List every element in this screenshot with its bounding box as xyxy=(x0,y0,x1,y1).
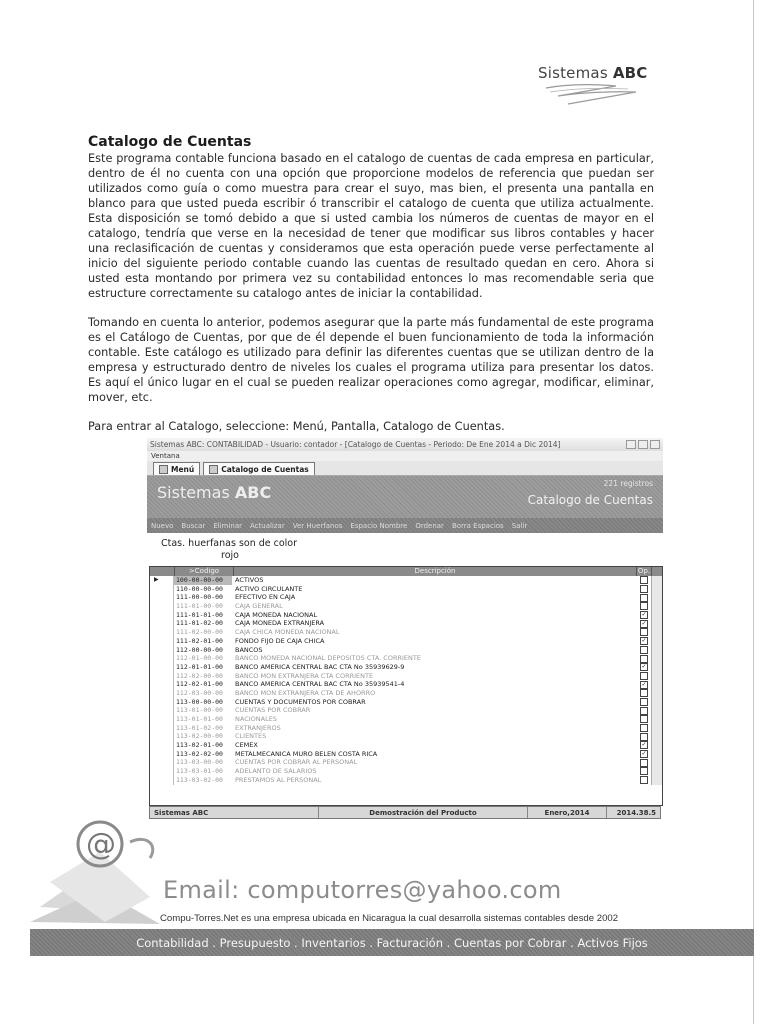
paragraph-1: Este programa contable funciona basado en el catalogo de cuentas de cada empresa en particular, dentro de él no cuenta con una opción que proporcione modelos de referencia que puedan ser utilizados como guía o como muestra para crear el suyo, mas bien, el presenta una pantalla en blanco para que usted pueda escribir ó transcribir el catalogo de cuenta que utiliza actualmente. Esta disposición se tomó debido a que si usted cambia los números de cuentas de mayor en el catalogo, tendría que verse en la necesidad de tener que modificar sus libros contables y hacer una reclasificación de cuentas y consideramos que esta operación puede verse perfectamente al inicio del siguiente periodo contable cuando las cuentas de resultado quedan en cero. Ahora si usted esta montando por primera vez su contabilidad entonces lo mas recomendable seria que estructure correctamente su catalogo antes de iniciar la contabilidad. xyxy=(88,152,654,300)
account-code: 113-02-00-00 xyxy=(176,732,223,741)
column-op[interactable]: Op. xyxy=(637,567,651,575)
checkbox[interactable] xyxy=(640,724,648,732)
op-cell xyxy=(637,628,651,637)
table-row[interactable] xyxy=(150,628,662,637)
scrollbar-track[interactable] xyxy=(651,602,662,611)
scrollbar-track[interactable] xyxy=(651,750,662,759)
checkbox[interactable] xyxy=(640,646,648,654)
row-selector[interactable] xyxy=(150,680,174,689)
account-code: 111-02-01-00 xyxy=(176,636,223,645)
table-row[interactable] xyxy=(150,706,662,715)
row-selector[interactable] xyxy=(150,732,174,741)
record-count: 221 registros xyxy=(603,479,653,488)
close-icon[interactable] xyxy=(650,440,660,449)
menu-bar xyxy=(147,451,663,461)
section-title: Catalogo de Cuentas xyxy=(88,134,252,150)
account-description: METALMECANICA MURO BELEN COSTA RICA xyxy=(235,749,378,758)
account-description: FONDO FIJO DE CAJA CHICA xyxy=(235,636,325,645)
account-code: 111-02-00-00 xyxy=(176,628,223,637)
ordenar-button[interactable]: Ordenar xyxy=(415,521,444,530)
op-cell xyxy=(637,758,651,767)
table-row[interactable] xyxy=(150,654,662,663)
row-selector[interactable] xyxy=(150,741,174,750)
account-description: CUENTAS Y DOCUMENTOS POR COBRAR xyxy=(235,697,366,706)
table-row[interactable] xyxy=(150,619,662,628)
action-toolbar xyxy=(147,518,663,533)
checkbox[interactable] xyxy=(640,602,648,610)
op-cell xyxy=(637,576,651,585)
row-selector[interactable] xyxy=(150,672,174,681)
account-code: 111-01-00-00 xyxy=(176,602,223,611)
paragraph-3: Para entrar al Catalogo, seleccione: Menú, Pantalla, Catalogo de Cuentas. xyxy=(88,420,505,433)
buscar-button[interactable]: Buscar xyxy=(181,521,206,530)
account-description: ACTIVO CIRCULANTE xyxy=(235,584,303,593)
accounts-grid xyxy=(149,566,663,806)
row-selector[interactable] xyxy=(150,611,174,620)
tab-bar xyxy=(147,461,663,476)
scrollbar-track[interactable] xyxy=(651,646,662,655)
checked-checkbox[interactable]: ✓ xyxy=(641,637,647,645)
table-row[interactable] xyxy=(150,776,662,785)
account-description: CAJA MONEDA EXTRANJERA xyxy=(235,619,325,628)
account-code: 113-01-01-00 xyxy=(176,715,223,723)
orphan-note: Ctas. huerfanas son de color rojo xyxy=(161,538,298,561)
account-code: 111-01-01-00 xyxy=(176,610,223,619)
row-selector[interactable] xyxy=(150,750,174,759)
op-cell xyxy=(637,706,651,715)
row-selector[interactable] xyxy=(150,689,174,698)
checked-checkbox[interactable]: ✓ xyxy=(641,619,647,627)
table-row[interactable] xyxy=(150,732,662,741)
account-code: 113-00-00-00 xyxy=(176,697,223,706)
account-code: 113-03-00-00 xyxy=(176,758,223,767)
table-row[interactable] xyxy=(150,637,662,646)
account-description: BANCO MON EXTRANJERA CTA CORRIENTE xyxy=(235,671,374,680)
table-row[interactable] xyxy=(150,576,662,585)
account-description: CUENTAS POR COBRAR AL PERSONAL xyxy=(235,758,358,767)
ver-huerfanos-button[interactable]: Ver Huerfanos xyxy=(292,521,343,530)
op-cell xyxy=(637,680,651,689)
grid-icon xyxy=(209,465,218,474)
row-selector[interactable] xyxy=(150,715,174,724)
op-cell xyxy=(637,663,651,672)
tab-menu[interactable]: Menú xyxy=(153,462,200,475)
account-code: 113-01-00-00 xyxy=(176,706,223,715)
row-selector[interactable] xyxy=(150,619,174,628)
window-titlebar xyxy=(147,438,663,451)
banner-logo: Sistemas ABC xyxy=(157,483,272,502)
checked-checkbox[interactable]: ✓ xyxy=(641,750,647,758)
op-cell xyxy=(637,585,651,594)
table-row[interactable] xyxy=(150,585,662,594)
row-selector[interactable] xyxy=(150,663,174,672)
account-description: ADELANTO DE SALARIOS xyxy=(235,767,317,776)
brand-logo xyxy=(538,64,658,114)
company-tagline: Compu-Torres.Net es una empresa ubicada en Nicaragua la cual desarrolla sistemas contables desde 2002 xyxy=(160,913,619,924)
op-cell xyxy=(637,611,651,620)
op-cell xyxy=(637,689,651,698)
table-row[interactable] xyxy=(150,663,662,672)
account-description: PRESTAMOS AL PERSONAL xyxy=(235,775,322,784)
account-code: 113-02-02-00 xyxy=(176,749,223,758)
product-list: Contabilidad . Presupuesto . Inventarios . Facturación . Cuentas por Cobrar . Activos Fijos xyxy=(136,935,648,950)
op-cell xyxy=(637,767,651,776)
scroll-up-icon[interactable] xyxy=(652,567,662,576)
op-cell xyxy=(637,698,651,707)
tab-catalogo[interactable]: Catalogo de Cuentas xyxy=(203,462,315,475)
grid-header xyxy=(150,567,662,576)
checkbox[interactable] xyxy=(640,585,648,593)
table-row[interactable] xyxy=(150,750,662,759)
row-selector[interactable] xyxy=(150,776,174,785)
maximize-icon[interactable] xyxy=(638,440,648,449)
account-description: ACTIVOS xyxy=(235,576,264,584)
op-cell xyxy=(637,602,651,611)
account-code: 113-03-01-00 xyxy=(176,767,223,776)
op-cell xyxy=(637,593,651,602)
grid-header-selector xyxy=(150,567,175,576)
checked-checkbox[interactable]: ✓ xyxy=(641,680,647,688)
account-description: NACIONALES xyxy=(235,715,277,723)
scrollbar-track[interactable] xyxy=(651,593,662,602)
table-row[interactable] xyxy=(150,758,662,767)
checkbox[interactable] xyxy=(640,715,648,723)
account-code: 110-00-00-00 xyxy=(176,584,223,593)
account-code: 112-00-00-00 xyxy=(176,645,223,654)
scrollbar-track[interactable] xyxy=(651,628,662,637)
row-selector[interactable] xyxy=(150,724,174,733)
paragraph-2: Tomando en cuenta lo anterior, podemos asegurar que la parte más fundamental de este programa es el Catálogo de Cuentas, por que de él depende el buen funcionamiento de toda la información contable. Este catálogo es utilizado para definir las diferentes cuentas que se utilizan dentro de la empresa y estructurado dentro de niveles los cuales el programa utiliza para presentar los datos. Es aquí el único lugar en el cual se pueden realizar operaciones como agregar, modificar, eliminar, mover, etc. xyxy=(88,316,654,404)
scrollbar-track[interactable] xyxy=(651,654,662,663)
scrollbar-track[interactable] xyxy=(651,576,662,585)
scrollbar-track[interactable] xyxy=(651,758,662,767)
account-code: 112-02-00-00 xyxy=(176,671,223,680)
nuevo-button[interactable]: Nuevo xyxy=(151,521,174,530)
account-code: 113-02-01-00 xyxy=(176,741,223,750)
column-descripcion[interactable]: Descripción xyxy=(234,567,637,576)
account-description: BANCO MONEDA NACIONAL DEPOSITOS CTA. CORRIENTE xyxy=(235,654,421,663)
table-row[interactable] xyxy=(150,698,662,707)
scrollbar-track[interactable] xyxy=(651,672,662,681)
checkbox[interactable] xyxy=(640,594,648,602)
window-controls xyxy=(626,440,660,449)
table-row[interactable] xyxy=(150,741,662,750)
window-title: Sistemas ABC: CONTABILIDAD - Usuario: contador - [Catalogo de Cuentas - Periodo: De Ene 2014 a Dic 2014] xyxy=(150,440,561,449)
scrollbar-track[interactable] xyxy=(651,585,662,594)
minimize-icon[interactable] xyxy=(626,440,636,449)
row-selector[interactable] xyxy=(150,602,174,611)
checkbox[interactable] xyxy=(640,576,648,584)
account-description: CEMEX xyxy=(235,741,258,750)
account-description: CAJA GENERAL xyxy=(235,602,283,611)
account-code: 112-01-01-00 xyxy=(176,662,223,671)
row-selector[interactable] xyxy=(150,698,174,707)
op-cell xyxy=(637,619,651,628)
column-codigo[interactable]: >Codigo xyxy=(175,567,234,576)
checkbox[interactable] xyxy=(640,733,648,741)
catalog-screenshot xyxy=(147,438,663,824)
account-code: 100-00-00-00 xyxy=(174,576,232,585)
scrollbar-track[interactable] xyxy=(651,724,662,733)
op-cell xyxy=(637,732,651,741)
op-cell xyxy=(637,654,651,663)
checkbox[interactable] xyxy=(640,655,648,663)
table-row[interactable] xyxy=(150,672,662,681)
scrollbar-track[interactable] xyxy=(651,637,662,646)
svg-text:@: @ xyxy=(86,827,116,862)
row-selector[interactable] xyxy=(150,628,174,637)
table-row[interactable] xyxy=(150,602,662,611)
account-code: 112-01-00-00 xyxy=(176,654,223,663)
checked-checkbox[interactable]: ✓ xyxy=(641,741,647,749)
row-pointer-icon[interactable]: ▶ xyxy=(150,576,174,585)
table-row[interactable] xyxy=(150,680,662,689)
banner-title: Catalogo de Cuentas xyxy=(527,493,653,507)
account-description: CLIENTES xyxy=(235,732,267,741)
status-version: 2014.38.5 xyxy=(616,809,656,817)
account-code: 112-03-00-00 xyxy=(176,688,223,697)
borra-espacios-button[interactable]: Borra Espacios xyxy=(451,521,504,530)
scrollbar-track[interactable] xyxy=(651,619,662,628)
scrollbar-track[interactable] xyxy=(651,611,662,620)
account-code: 111-01-02-00 xyxy=(176,619,223,628)
account-description: BANCO MON EXTRANJERA CTA DE AHORRO xyxy=(235,688,376,697)
brand-name: Sistemas ABC xyxy=(538,64,648,82)
contact-email: Email: computorres@yahoo.com xyxy=(163,876,562,904)
row-selector[interactable] xyxy=(150,767,174,776)
scrollbar-track[interactable] xyxy=(651,776,662,785)
checkbox[interactable] xyxy=(640,707,648,715)
account-code: 111-00-00-00 xyxy=(176,593,223,602)
grid-rows xyxy=(150,576,662,785)
status-period: Enero,2014 xyxy=(528,807,607,818)
status-mode: Demostración del Producto xyxy=(319,807,528,818)
op-cell xyxy=(637,646,651,655)
checkbox[interactable] xyxy=(640,759,648,767)
checked-checkbox[interactable]: ✓ xyxy=(641,663,647,671)
status-bar xyxy=(149,806,661,819)
row-selector[interactable] xyxy=(150,654,174,663)
scrollbar-track[interactable] xyxy=(651,732,662,741)
eliminar-button[interactable]: Eliminar xyxy=(213,521,242,530)
op-cell xyxy=(637,776,651,785)
status-app: Sistemas ABC xyxy=(150,807,319,818)
table-row[interactable] xyxy=(150,646,662,655)
checkbox[interactable] xyxy=(640,767,648,775)
scrollbar-track[interactable] xyxy=(651,741,662,750)
checkbox[interactable] xyxy=(640,628,648,636)
menu-icon xyxy=(159,465,168,474)
checkbox[interactable] xyxy=(640,689,648,697)
menu-ventana[interactable]: Ventana xyxy=(151,452,180,460)
account-description: BANCO AMERICA CENTRAL BAC CTA No 35939629-9 xyxy=(235,662,405,671)
brand-swoosh-graphic xyxy=(538,82,638,108)
scrollbar-track[interactable] xyxy=(651,680,662,689)
checkbox[interactable] xyxy=(640,672,648,680)
scrollbar-track[interactable] xyxy=(651,715,662,724)
email-at-icon xyxy=(30,812,170,932)
row-selector[interactable] xyxy=(150,706,174,715)
op-cell xyxy=(637,750,651,759)
checkbox[interactable] xyxy=(640,776,648,784)
scrollbar-track[interactable] xyxy=(651,663,662,672)
document-body xyxy=(88,134,654,434)
table-row[interactable] xyxy=(150,689,662,698)
account-description: CUENTAS POR COBRAR xyxy=(235,706,311,715)
scrollbar-track[interactable] xyxy=(651,706,662,715)
account-description: CAJA CHICA MONEDA NACIONAL xyxy=(235,628,340,637)
op-cell xyxy=(637,724,651,733)
table-row[interactable] xyxy=(150,593,662,602)
scrollbar-track[interactable] xyxy=(651,767,662,776)
op-cell xyxy=(637,637,651,646)
account-description: BANCO AMERICA CENTRAL BAC CTA No 35939541-4 xyxy=(235,680,405,689)
row-selector[interactable] xyxy=(150,758,174,767)
account-description: BANCOS xyxy=(235,645,263,654)
table-row[interactable] xyxy=(150,724,662,733)
table-row[interactable] xyxy=(150,611,662,620)
checked-checkbox[interactable]: ✓ xyxy=(641,611,647,619)
account-description: EXTRANJEROS xyxy=(235,723,281,732)
actualizar-button[interactable]: Actualizar xyxy=(250,521,285,530)
product-footer-bar xyxy=(30,929,754,956)
salir-button[interactable]: Salir xyxy=(511,521,528,530)
table-row[interactable] xyxy=(150,767,662,776)
scrollbar-track[interactable] xyxy=(651,698,662,707)
row-selector[interactable] xyxy=(150,646,174,655)
op-cell xyxy=(637,715,651,724)
checkbox[interactable] xyxy=(640,698,648,706)
row-selector[interactable] xyxy=(150,593,174,602)
account-code: 113-01-02-00 xyxy=(176,723,223,732)
account-code: 113-03-02-00 xyxy=(176,775,223,784)
row-selector[interactable] xyxy=(150,637,174,646)
op-cell xyxy=(637,672,651,681)
account-code: 112-02-01-00 xyxy=(176,680,223,689)
scrollbar-track[interactable] xyxy=(651,689,662,698)
app-banner xyxy=(147,476,663,518)
account-description: EFECTIVO EN CAJA xyxy=(235,593,296,602)
op-cell xyxy=(637,741,651,750)
page-edge-divider xyxy=(753,0,754,1024)
row-selector[interactable] xyxy=(150,585,174,594)
account-description: CAJA MONEDA NACIONAL xyxy=(235,610,318,619)
espacio-nombre-button[interactable]: Espacio Nombre xyxy=(350,521,408,530)
table-row[interactable] xyxy=(150,715,662,724)
